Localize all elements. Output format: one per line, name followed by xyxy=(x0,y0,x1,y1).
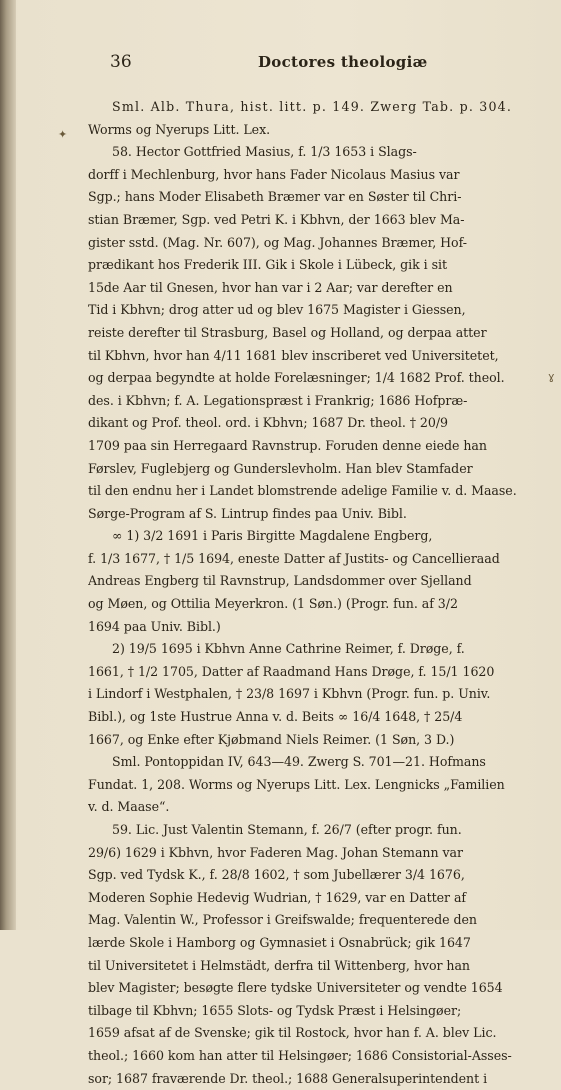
text-line: 1694 paa Univ. Bibl.) xyxy=(88,618,221,634)
text-line: Mag. Valentin W., Professor i Greifswalde; frequenterede den xyxy=(88,912,477,928)
text-line: Worms og Nyerups Litt. Lex. xyxy=(88,121,271,137)
text-line: 2) 19/5 1695 i Kbhvn Anne Cathrine Reimer, f. Drøge, f. xyxy=(112,641,465,657)
text-line: dorff i Mechlenburg, hvor hans Fader Nicolaus Masius var xyxy=(88,166,460,182)
text-line: v. d. Maase“. xyxy=(88,799,170,815)
text-line: til Universitetet i Helmstädt, derfra til Wittenberg, hvor han xyxy=(88,957,470,973)
margin-pencil-mark: ɣ xyxy=(548,370,555,383)
margin-pencil-mark: ✦ xyxy=(58,128,68,141)
book-gutter xyxy=(0,0,16,930)
text-line: gister sstd. (Mag. Nr. 607), og Mag. Johannes Bræmer, Hof- xyxy=(88,234,467,250)
text-line: Sgp. ved Tydsk K., f. 28/8 1602, † som Jubellærer 3/4 1676, xyxy=(88,867,465,883)
text-line: Sørge-Program af S. Lintrup findes paa Univ. Bibl. xyxy=(88,505,407,521)
text-line: sor; 1687 fraværende Dr. theol.; 1688 Generalsuperintendent i xyxy=(88,1070,488,1086)
text-line: dikant og Prof. theol. ord. i Kbhvn; 1687 Dr. theol. † 20/9 xyxy=(88,415,449,431)
text-line: des. i Kbhvn; f. A. Legationspræst i Frankrig; 1686 Hofpræ- xyxy=(88,392,468,408)
text-line: Moderen Sophie Hedevig Wudrian, † 1629, var en Datter af xyxy=(88,889,467,905)
text-line: i Lindorf i Westphalen, † 23/8 1697 i Kbhvn (Progr. fun. p. Univ. xyxy=(88,686,491,702)
text-line: theol.; 1660 kom han atter til Helsingøer; 1686 Consistorial-Asses- xyxy=(88,1047,512,1063)
entry-heading-line: 59. Lic. Just Valentin Stemann, f. 26/7 (efter progr. fun. xyxy=(112,822,462,837)
text-line: 1659 afsat af de Svenske; gik til Rostock, hvor han f. A. blev Lic. xyxy=(88,1025,497,1041)
entry-heading-line: 58. Hector Gottfried Masius, f. 1/3 1653 i Slags- xyxy=(112,144,417,160)
text-line: og derpaa begyndte at holde Forelæsninger; 1/4 1682 Prof. theol. xyxy=(88,370,505,386)
text-line: Sml. Pontoppidan IV, 643—49. Zwerg S. 701—21. Hofmans xyxy=(112,754,486,770)
text-line: Andreas Engberg til Ravnstrup, Landsdommer over Sjelland xyxy=(88,573,472,589)
page-header xyxy=(110,52,540,74)
text-line: Sml. Alb. Thura, hist. litt. p. 149. Zwerg Tab. p. 304. xyxy=(112,99,513,114)
text-line: blev Magister; besøgte flere tydske Universiteter og vendte 1654 xyxy=(88,980,503,996)
text-line: Bibl.), og 1ste Hustrue Anna v. d. Beits ∞ 16/4 1648, † 25/4 xyxy=(88,709,463,725)
text-line: 15de Aar til Gnesen, hvor han var i 2 Aar; var derefter en xyxy=(88,279,453,295)
page-number: 36 xyxy=(110,52,132,72)
running-title: Doctores theologiæ xyxy=(258,53,428,71)
text-line: tilbage til Kbhvn; 1655 Slots- og Tydsk Præst i Helsingøer; xyxy=(88,1002,462,1018)
text-line: 1661, † 1/2 1705, Datter af Raadmand Hans Drøge, f. 15/1 1620 xyxy=(88,663,495,679)
text-line: 1709 paa sin Herregaard Ravnstrup. Foruden denne eiede han xyxy=(88,437,487,453)
text-line: Førslev, Fuglebjerg og Gunderslevholm. Han blev Stamfader xyxy=(88,460,473,476)
text-line: Tid i Kbhvn; drog atter ud og blev 1675 Magister i Giessen, xyxy=(88,302,466,318)
text-line: til Kbhvn, hvor han 4/11 1681 blev inscriberet ved Universitetet, xyxy=(88,347,499,363)
text-line: prædikant hos Frederik III. Gik i Skole i Lübeck, gik i sit xyxy=(88,257,447,273)
text-line: lærde Skole i Hamborg og Gymnasiet i Osnabrück; gik 1647 xyxy=(88,934,471,950)
text-line: 29/6) 1629 i Kbhvn, hvor Faderen Mag. Johan Stemann var xyxy=(88,844,463,860)
body-text xyxy=(88,96,543,1090)
text-line: til den endnu her i Landet blomstrende adelige Familie v. d. Maase. xyxy=(88,483,517,499)
text-line: Fundat. 1, 208. Worms og Nyerups Litt. Lex. Lengnicks „Familien xyxy=(88,776,505,792)
text-line: stian Bræmer, Sgp. ved Petri K. i Kbhvn, der 1663 blev Ma- xyxy=(88,211,465,227)
text-line: reiste derefter til Strasburg, Basel og Holland, og derpaa atter xyxy=(88,324,487,340)
text-line: 1667, og Enke efter Kjøbmand Niels Reimer. (1 Søn, 3 D.) xyxy=(88,731,455,747)
text-line: ∞ 1) 3/2 1691 i Paris Birgitte Magdalene Engberg, xyxy=(112,528,433,544)
text-line: Sgp.; hans Moder Elisabeth Bræmer var en Søster til Chri- xyxy=(88,189,462,205)
text-line: f. 1/3 1677, † 1/5 1694, eneste Datter af Justits- og Cancellieraad xyxy=(88,550,500,566)
text-line: og Møen, og Ottilia Meyerkron. (1 Søn.) (Progr. fun. af 3/2 xyxy=(88,596,458,612)
